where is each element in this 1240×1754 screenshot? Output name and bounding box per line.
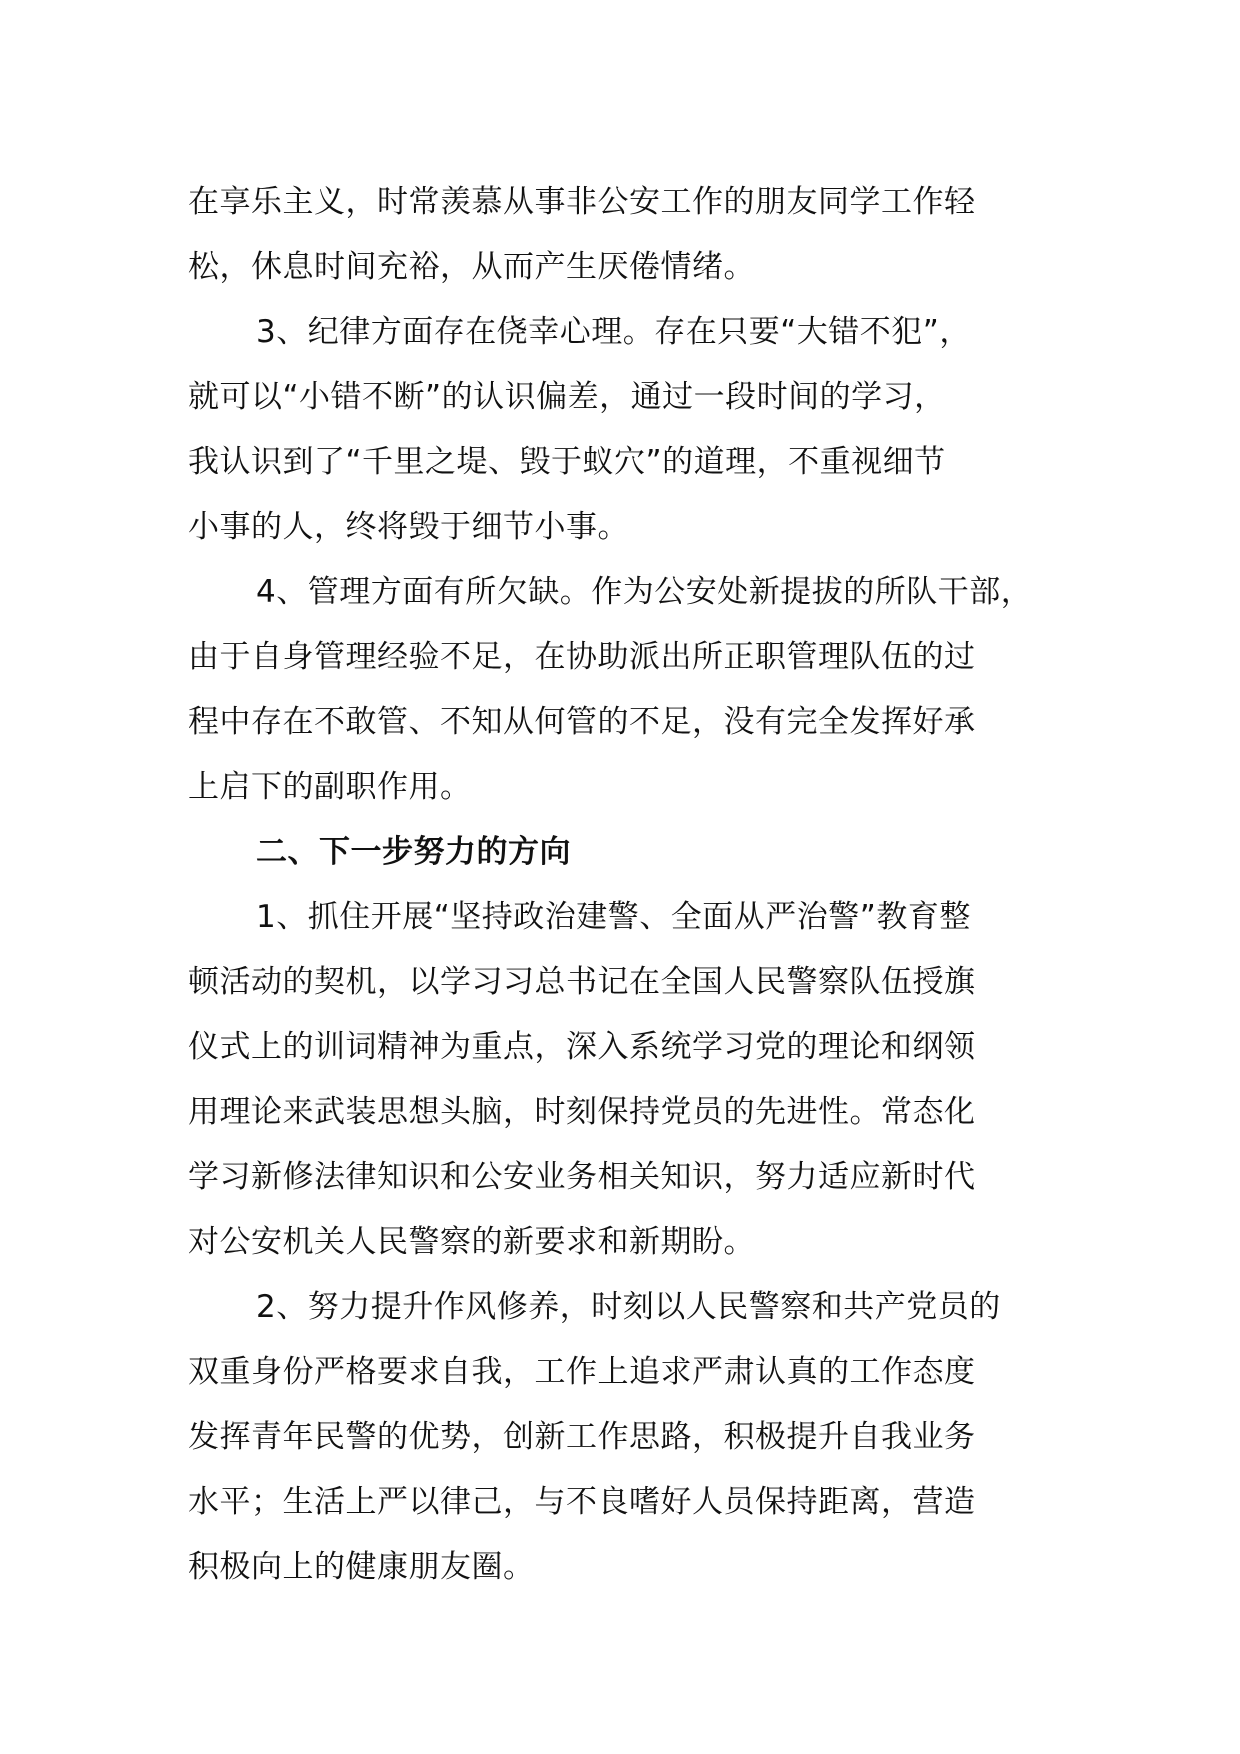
text-line: 小事的人，终将毁于细节小事。	[188, 509, 629, 545]
text-line: 顿活动的契机，以学习习总书记在全国人民警察队伍授旗	[188, 964, 976, 1000]
text-line: 3、纪律方面存在侥幸心理。存在只要“大错不犯”，	[256, 314, 971, 350]
text-line: 松，休息时间充裕，从而产生厌倦情绪。	[188, 249, 755, 285]
text-line: 对公安机关人民警察的新要求和新期盼。	[188, 1224, 755, 1260]
text-line: 仪式上的训词精神为重点，深入系统学习党的理论和纲领	[188, 1029, 976, 1065]
text-line: 就可以“小错不断”的认识偏差，通过一段时间的学习，	[188, 379, 946, 415]
text-line: 水平；生活上严以律己，与不良嗜好人员保持距离，营造	[188, 1484, 976, 1520]
section-heading: 二、下一步努力的方向	[256, 834, 571, 870]
text-line: 程中存在不敢管、不知从何管的不足，没有完全发挥好承	[188, 704, 976, 740]
text-line: 由于自身管理经验不足，在协助派出所正职管理队伍的过	[188, 639, 976, 675]
text-line: 用理论来武装思想头脑，时刻保持党员的先进性。常态化	[188, 1094, 976, 1130]
text-line: 1、抓住开展“坚持政治建警、全面从严治警”教育整	[256, 899, 971, 935]
text-line: 发挥青年民警的优势，创新工作思路，积极提升自我业务	[188, 1419, 976, 1455]
text-line: 双重身份严格要求自我，工作上追求严肃认真的工作态度	[188, 1354, 976, 1390]
text-line: 2、努力提升作风修养，时刻以人民警察和共产党员的	[256, 1289, 1001, 1325]
text-line: 积极向上的健康朋友圈。	[188, 1549, 535, 1585]
text-line: 在享乐主义，时常羡慕从事非公安工作的朋友同学工作轻	[188, 184, 976, 220]
text-line: 学习新修法律知识和公安业务相关知识，努力适应新时代	[188, 1159, 976, 1195]
document-body	[188, 170, 1088, 1600]
text-line: 4、管理方面有所欠缺。作为公安处新提拔的所队干部，	[256, 574, 1033, 610]
text-line: 我认识到了“千里之堤、毁于蚁穴”的道理，不重视细节	[188, 444, 946, 480]
text-line: 上启下的副职作用。	[188, 769, 472, 805]
